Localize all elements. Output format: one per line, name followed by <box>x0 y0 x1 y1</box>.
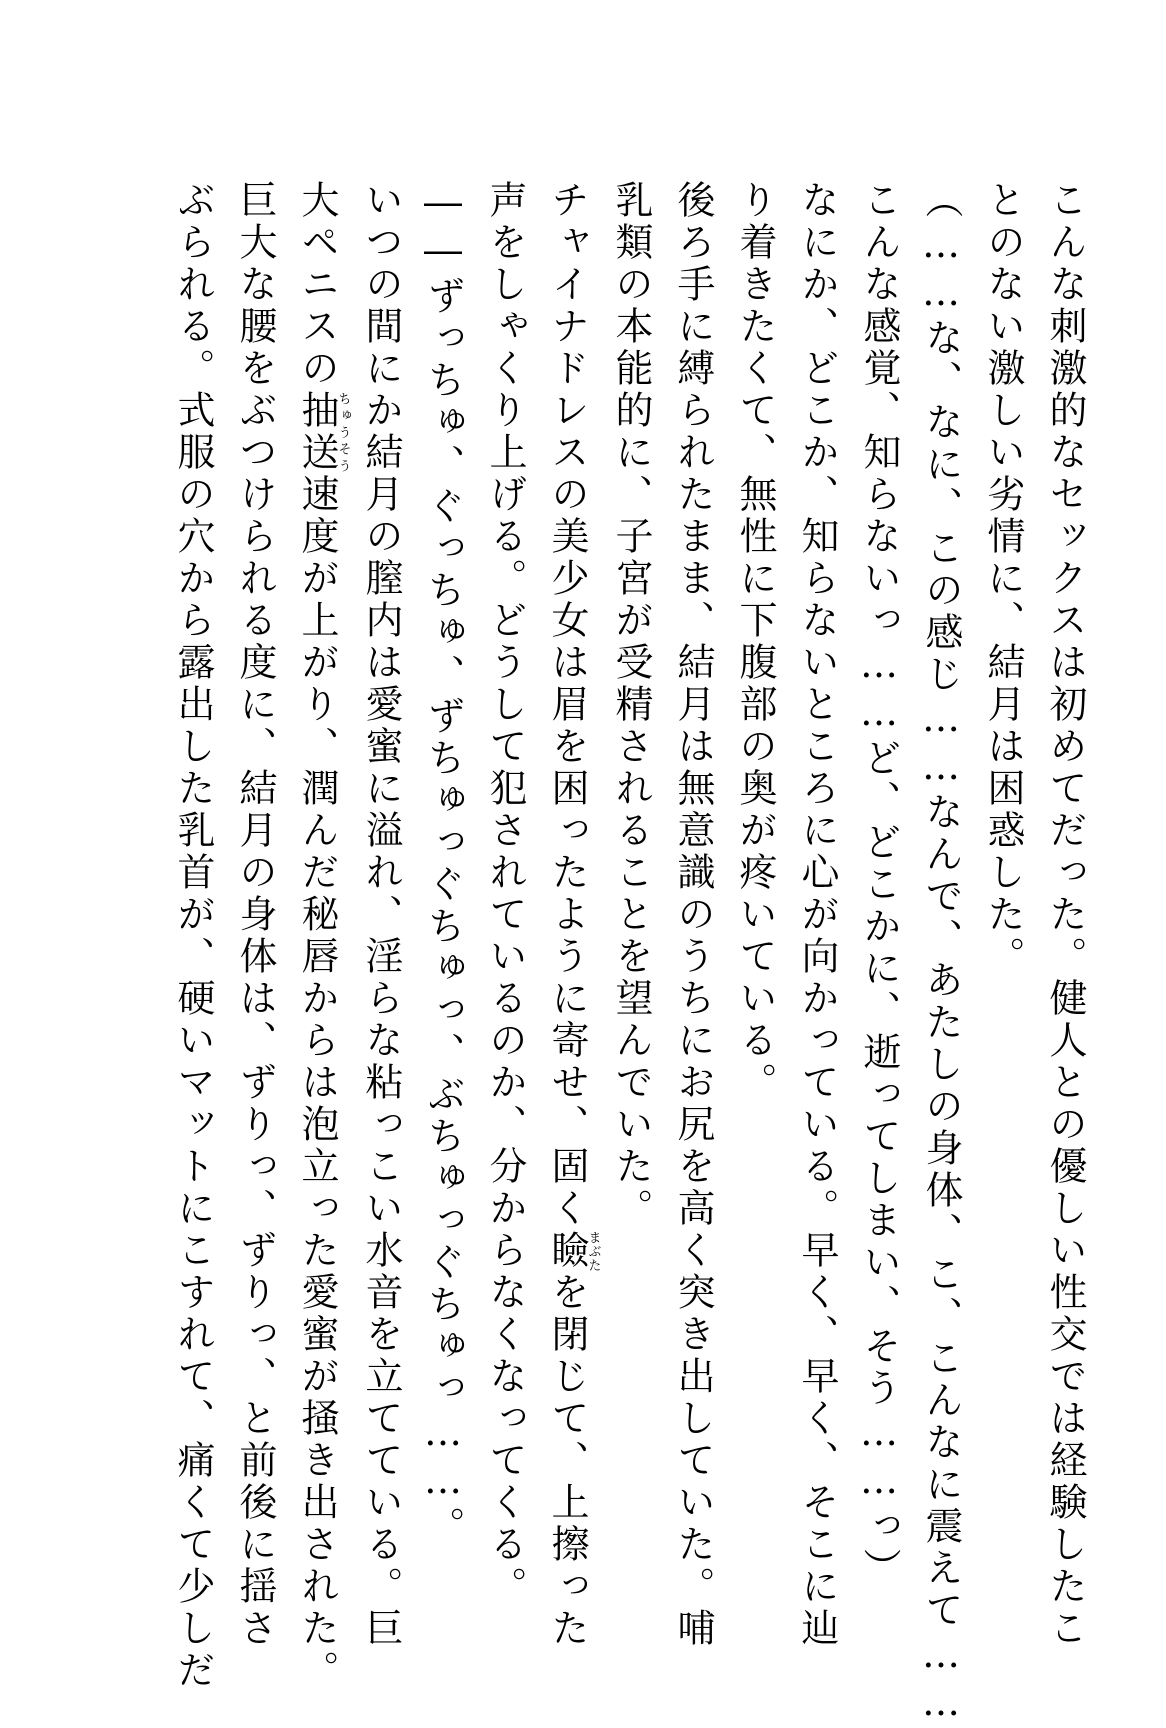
vertical-text-body <box>56 180 1096 1728</box>
text-line-with-ruby <box>536 180 601 1650</box>
text-line: 乳類の本能的に、子宮が受精されることを望んでいた。 <box>609 180 653 1230</box>
text-line: り着きたくて、無性に下腹部の奥が疼いている。 <box>733 180 777 1104</box>
text-line: 巨大な腰をぶつけられる度に、結月の身体は、ずりっ、ずりっ、と前後に揺さ <box>233 180 277 1650</box>
text-line: 後ろ手に縛られたまま、結月は無意識のうちにお尻を高く突き出していた。哺 <box>671 180 715 1650</box>
ruby-reading: まぶた <box>585 1230 601 1272</box>
ruby-word <box>545 1230 601 1272</box>
ruby-base: 抽送 <box>295 390 339 474</box>
text-line: いつの間にか結月の膣内は愛蜜に溢れ、淫らな粘っこい水音を立てている。巨 <box>359 180 403 1650</box>
text-line: こんな感覚、知らないっ……ど、どこかに、逝ってしまい、そう……っ） <box>857 180 901 1590</box>
text-segment: 速度が上がり、潤んだ秘唇からは泡立った愛蜜が掻き出された。 <box>295 474 339 1692</box>
ruby-base: 瞼 <box>545 1230 589 1272</box>
ruby-word <box>295 390 351 474</box>
text-line: ――ずっちゅ、ぐっちゅ、ずちゅっぐちゅっ、ぶちゅっぐちゅっ……。 <box>421 180 465 1548</box>
text-line-with-ruby <box>286 180 351 1692</box>
text-segment: を閉じて、上擦った <box>545 1272 589 1650</box>
text-line: （……な、なに、この感じ……なんで、あたしの身体、こ、こんなに震えて…… <box>919 180 963 1728</box>
text-line: とのない激しい劣情に、結月は困惑した。 <box>981 180 1025 978</box>
text-segment: チャイナドレスの美少女は眉を困ったように寄せ、固く <box>545 180 589 1230</box>
text-line: ぶられる。式服の穴から露出した乳首が、硬いマットにこすれて、痛くて少しだ <box>171 180 215 1692</box>
text-segment: 大ペニスの <box>295 180 339 390</box>
ruby-reading: ちゅうそう <box>335 390 351 474</box>
text-line: 声をしゃくり上げる。どうして犯されているのか、分からなくなってくる。 <box>483 180 527 1608</box>
text-line: こんな刺激的なセックスは初めてだった。健人との優しい性交では経験したこ <box>1043 180 1087 1650</box>
text-line: なにか、どこか、知らないところに心が向かっている。早く、早く、そこに辿 <box>795 180 839 1650</box>
